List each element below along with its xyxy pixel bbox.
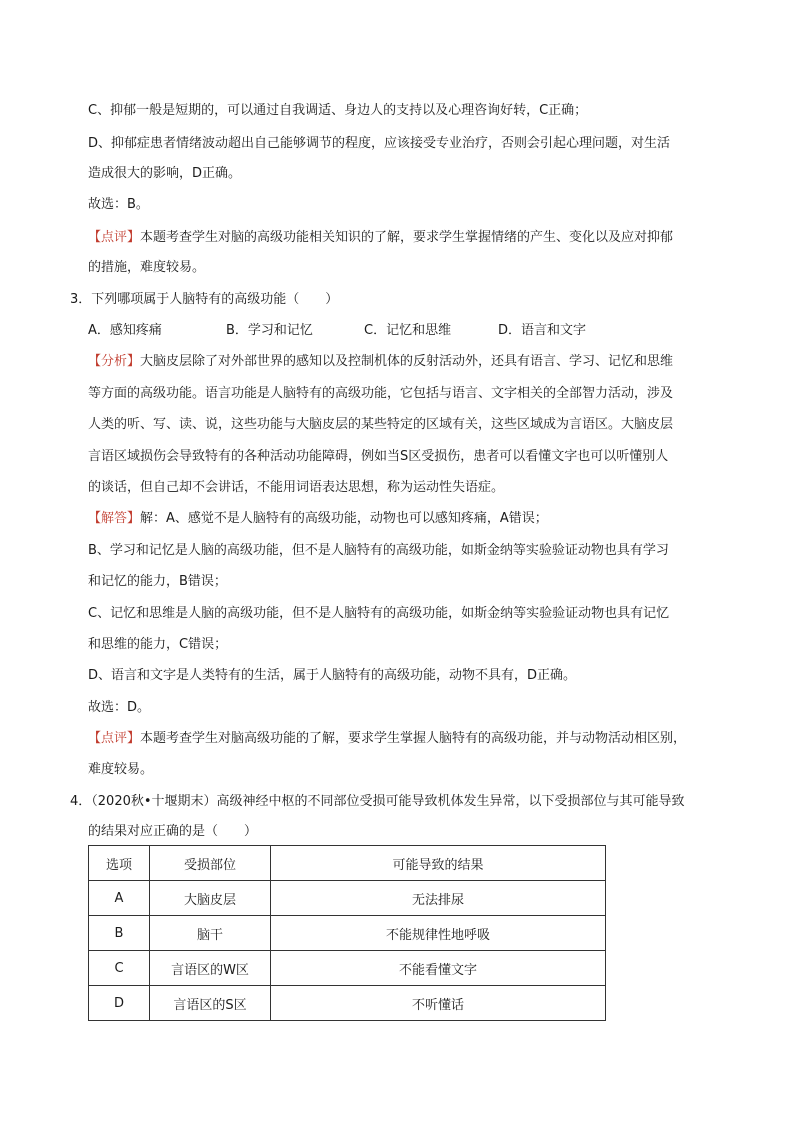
q3-answer: 故选：D。 [88,700,151,715]
table-cell: 不能规律性地呼吸 [271,916,606,951]
q3-option-c: C．记忆和思维 [364,323,452,338]
q3-option-b-analysis-line1: B、学习和记忆是人脑的高级功能，但不是人脑特有的高级功能，如斯金纳等实验验证动物也具有学习 [88,543,669,558]
table-cell: 脑干 [150,916,271,951]
q2-comment-line2: 的措施，难度较易。 [88,260,206,275]
q3-option-a: A．感知疼痛 [88,323,162,338]
q3-option-c-analysis-line1: C、记忆和思维是人脑的高级功能，但不是人脑特有的高级功能，如斯金纳等实验验证动物也具有记忆 [88,606,670,621]
q3-stem: 3．下列哪项属于人脑特有的高级功能（ ） [70,292,339,307]
q4-stem-line1: 4．（2020秋•十堰期末）高级神经中枢的不同部位受损可能导致机体发生异常，以下受损部位与其可能导致 [70,794,685,809]
q3-analysis-line3: 人类的听、写、读、说，这些功能与大脑皮层的某些特定的区域有关，这些区域成为言语区。大脑皮层 [88,417,674,432]
table-header-cell: 可能导致的结果 [271,846,606,881]
q3-option-b: B．学习和记忆 [226,323,313,338]
q3-option-b-analysis-line2: 和记忆的能力，B错误； [88,574,227,589]
table-row [89,986,606,1021]
table-cell: B [89,916,150,951]
table-header-cell: 选项 [89,846,150,881]
q2-option-d-analysis-line2: 造成很大的影响，D正确。 [88,166,242,181]
q3-comment-line2: 难度较易。 [88,762,154,777]
table-row [89,951,606,986]
table-cell: 大脑皮层 [150,881,271,916]
q2-option-d-analysis-line1: D、抑郁症患者情绪波动超出自己能够调节的程度，应该接受专业治疗，否则会引起心理问题，对生活 [88,136,671,151]
q3-solution-line1: 【解答】解：A、感觉不是人脑特有的高级功能，动物也可以感知疼痛，A错误； [88,511,548,526]
table-cell: A [89,881,150,916]
table-row [89,916,606,951]
q3-option-d: D．语言和文字 [498,323,587,338]
q3-comment-line1: 【点评】本题考查学生对脑高级功能的了解，要求学生掌握人脑特有的高级功能，并与动物活动相区别， [88,731,687,746]
table-cell: 言语区的S区 [150,986,271,1021]
table-cell: C [89,951,150,986]
q3-analysis-line2: 等方面的高级功能。语言功能是人脑特有的高级功能，它包括与语言、文字相关的全部智力活动，涉及 [88,386,674,401]
comment-tag: 【点评】 [88,731,141,746]
analysis-tag: 【分析】 [88,354,141,369]
q4-table [88,845,606,1021]
table-cell: D [89,986,150,1021]
q2-comment-line1: 【点评】本题考查学生对脑的高级功能相关知识的了解，要求学生掌握情绪的产生、变化以及应对抑郁 [88,230,674,245]
q3-analysis-line4: 言语区域损伤会导致特有的各种活动功能障碍，例如当S区受损伤，患者可以看懂文字也可以听懂别人 [88,449,669,464]
table-cell: 言语区的W区 [150,951,271,986]
table-cell: 无法排尿 [271,881,606,916]
table-cell: 不能看懂文字 [271,951,606,986]
table-row [89,881,606,916]
q3-option-d-analysis: D、语言和文字是人类特有的生活，属于人脑特有的高级功能，动物不具有，D正确。 [88,668,577,683]
q2-answer: 故选：B。 [88,197,149,212]
q3-analysis-line5: 的谈话，但自己却不会讲话，不能用词语表达思想，称为运动性失语症。 [88,480,505,495]
table-header-row [89,846,606,881]
table-cell: 不听懂话 [271,986,606,1021]
comment-tag: 【点评】 [88,230,141,245]
table-header-cell: 受损部位 [150,846,271,881]
q3-option-c-analysis-line2: 和思维的能力，C错误； [88,637,228,652]
solution-tag: 【解答】 [88,511,141,526]
q4-stem-line2: 的结果对应正确的是（ ） [88,824,258,839]
q3-analysis-line1: 【分析】大脑皮层除了对外部世界的感知以及控制机体的反射活动外，还具有语言、学习、记忆和思维 [88,354,674,369]
q2-option-c-analysis: C、抑郁一般是短期的，可以通过自我调适、身边人的支持以及心理咨询好转，C正确； [88,103,588,118]
